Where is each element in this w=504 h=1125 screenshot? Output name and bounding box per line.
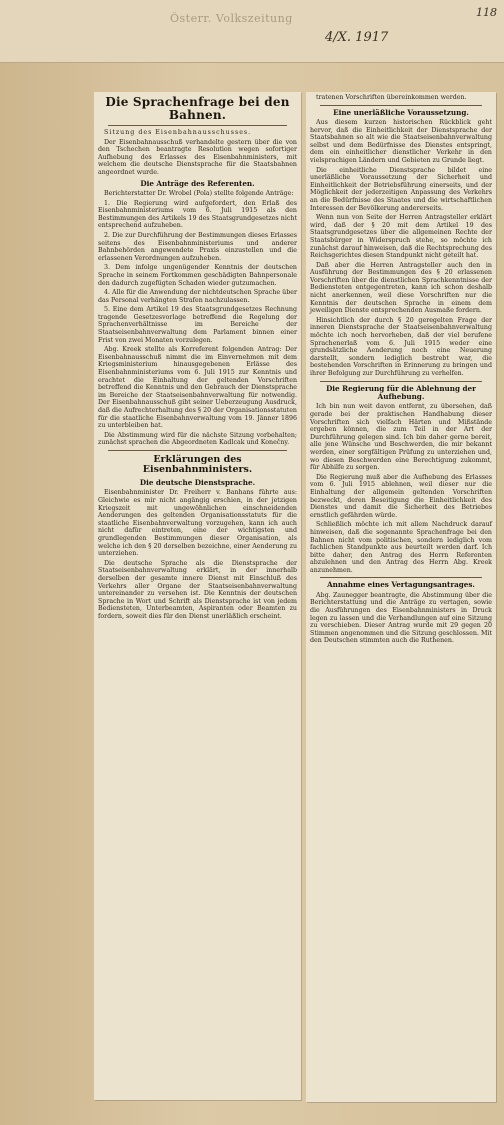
paragraph: Abg. Kreek stellte als Korreferent folgenden Antrag: Der Eisenbahnausschuß nimmt die im Einvernehmen mit dem Kriegsministerium hinausgegebenen Erlässe des Eisenbahnministeriums vom 6. Juli 1915 zur Kenntnis und erachtet die Einhaltung der geltenden Vorschriften betreffend die Kenntnis und den Gebrauch der Dienstsprache im Bereiche der Staatseisenbahnverwaltung für notwendig. Der Eisenbahnausschuß gibt seiner Ueberzeugung Ausdruck, daß die Aufrechterhaltung des § 20 der Organisationsstatuten für die staatliche Eisenbahnverwaltung vom 19. Jänner 1896 zu unterbleiben hat. [98, 346, 297, 430]
paragraph: Schließlich möchte ich mit allem Nachdruck darauf hinweisen, daß die sogenannte Sprachenfrage bei den Bahnen nicht vom politischen, sondern lediglich vom fachlichen Standpunkte aus beurteilt werden darf. Ich bitte daher, den Antrag des Herrn Referenten abzulehnen und den Antrag des Herrn Abg. Kreek anzunehmen. [310, 521, 492, 574]
intro-line: Sitzung des Eisenbahnausschusses. [104, 129, 252, 136]
paragraph: 5. Eine dem Artikel 19 des Staatsgrundgesetzes Rechnung tragende Gesetzesvorlage betreffend die Regelung der Sprachenverhältnisse im Bereiche der Staatseisenbahnverwaltung dem Parlament binnen einer Frist von zwei Monaten vorzulegen. [98, 306, 297, 344]
section-heading-voraussetzung: Eine unerläßliche Voraussetzung. [333, 107, 469, 117]
paragraph: Die Regierung muß aber die Aufhebung des Erlasses vom 6. Juli 1915 ablehnen, weil dieser nur die Einhaltung der allgemein geltenden Vorschriften bezweckt, deren Beseitigung die Einheitlichkeit des Dienstes und damit die Sicherheit des Betriebes ernstlich gefährden würde. [310, 473, 492, 519]
continuation-paragraph: tratenen Vorschriften übereinkommen werden. [316, 94, 467, 101]
paragraph: Die deutsche Sprache als die Dienstsprache der Staatseisenbahnverwaltung erklärt, in der innerhalb derselben der gesamte innere Dienst mit Einschluß des Verkehrs aller Organe der Staatseisenbahnverwaltung untereinander zu versehen ist. Die Kenntnis der deutschen Sprache in Wort und Schrift als Dienstsprache ist von jedem Bediensteten, Unterbeamten, Aspiranten oder Beamten zu fordern, soweit dies für den Dienst unerläßlich erscheint. [98, 559, 297, 620]
paragraph: Die einheitliche Dienstsprache bildet eine unerläßliche Voraussetzung der Sicherheit und Einheitlichkeit der Betriebsführung einerseits, und der Möglichkeit der jederzeitigen Anpassung des Verkehrs an die Bedürfnisse des Staates und die wirtschaftlichen Interessen der Bevölkerung andererseits. [310, 166, 492, 212]
masthead-fragment: Österr. Volkszeitung [170, 12, 293, 25]
paragraph: Die Abstimmung wird für die nächste Sitzung vorbehalten; zunächst sprachen die Abgeordneten Kadlcak und Konečny. [98, 431, 297, 447]
paragraph: Hinsichtlich der durch § 20 geregelten Frage der inneren Dienstsprache der Staatseisenbahnverwaltung möchte ich noch hervorheben, daß der viel berufene Sprachenerlaß vom 6. Juli 1915 weder eine grundsätzliche Aenderung noch eine Neuerung darstellt, sondern lediglich bestrebt war, die bestehenden Vorschriften in Erinnerung zu bringen und ihrer Befolgung zur Durchführung zu verhelfen. [310, 316, 492, 377]
page-number: 118 [476, 6, 497, 19]
paragraph: Berichterstatter Dr. Wrobel (Pola) stellte folgende Anträge: [104, 189, 294, 197]
divider [108, 125, 287, 126]
article-title: Die Sprachenfrage bei den Bahnen. [105, 95, 290, 122]
paragraph: Eisenbahnminister Dr. Freiherr v. Banhans führte aus: Gleichwie es mir nicht angängig erschien, in der jetzigen Kriegszeit mit ungewöhnlichen einschneidenden Aenderungen des geltenden Organisationsstatuts für die staatliche Eisenbahnverwaltung vorzugehen, kann ich auch nicht dafür eintreten, eine der wichtigsten und grundlegenden Bestimmungen dieser Organisation, als welche ich den § 20 derselben bezeichne, einer Aenderung zu unterziehen. [98, 489, 297, 558]
paragraph: Aus diesem kurzen historischen Rückblick geht hervor, daß die Einheitlichkeit der Dienstsprache der Staatsbahnen so alt wie die Staatseisenbahnverwaltung selbst und dem Bedürfnisse des Dienstes entspringt, dem ein einheitlicher dienstlicher Verkehr in den vielsprachigen Ländern und Gebieten zu Grunde liegt. [310, 119, 492, 164]
clipping-left-column [94, 92, 301, 1100]
clipping-right-column [306, 92, 496, 1102]
divider [320, 105, 482, 106]
intro-paragraph: Der Eisenbahnausschuß verhandelte gestern über die von den Tschechen beantragte Resolution wegen sofortiger Aufhebung des Erlasses des Eisenbahnministers, mit welchem die deutsche Dienstsprache für die Staatsbahnen angeordnet wurde. [98, 138, 297, 176]
handwritten-date: 4/X. 1917 [325, 30, 389, 45]
paragraph: Daß aber die Herren Antragsteller auch den in Ausführung der Bestimmungen des § 20 erlassenen Vorschriften über die dienstlichen Sprachkenntnisse der Bediensteten entgegentreten, kann ich schon deshalb nicht anerkennen, weil diese Vorschriften nur die Kenntnis der deutschen Sprache in einem dem jeweiligen Dienste entsprechenden Ausmaße fordern. [310, 261, 492, 315]
section-heading-antraege: Die Anträge des Referenten. [140, 178, 255, 188]
newspaper-header-strip [0, 0, 504, 63]
paragraph: Wenn nun von Seite der Herren Antragsteller erklärt wird, daß der § 20 mit dem Artikel 19 des Staatsgrundgesetzes über die allgemeinen Rechte der Staatsbürger in Widerspruch stehe, so möchte ich zunächst darauf hinweisen, daß die Rechtsprechung des Reichsgerichtes diesen Standpunkt nicht geteilt hat. [310, 214, 492, 260]
paragraph: 2. Die zur Durchführung der Bestimmungen dieses Erlasses seitens des Eisenbahnministeriums und anderer Bahnbehörden angewendete Praxis einzustellen und die erlassenen Verordnungen aufzuheben. [98, 231, 297, 262]
paragraph: 1. Die Regierung wird aufgefordert, den Erlaß des Eisenbahnministeriums vom 6. Juli 1915 als den Bestimmungen des Artikels 19 des Staatsgrundgesetzes nicht entsprechend aufzuheben. [98, 199, 297, 230]
divider [320, 381, 482, 382]
section-heading-ablehnung: Die Regierung für die Ablehnung der Aufhebung. [326, 383, 476, 401]
paragraph: Ich bin nun weit davon entfernt, zu übersehen, daß gerade bei der praktischen Handhabung dieser Vorschriften sich vielfach Härten und Mißstände ergeben können, die zum Teil in der Art der Durchführung gelegen sind. Ich bin daher gerne bereit, alle jene Wünsche und Beschwerden, die mir bekannt werden, einer sorgfältigen Prüfung zu unterziehen und, wo diesen Beschwerden eine Berechtigung zukommt, für Abhilfe zu sorgen. [310, 403, 492, 472]
paragraph: Abg. Zaunegger beantragte, die Abstimmung über die Berichterstattung und die Anträge zu vertagen, sowie die Ausführungen des Eisenbahnministers in Druck legen zu lassen und die Verhandlungen auf eine Sitzung zu verschieben. Dieser Antrag wurde mit 29 gegen 20 Stimmen angenommen und die Sitzung geschlossen. Mit den Deutschen stimmten auch die Ruthenen. [310, 591, 492, 645]
subheading-dienstsprache: Die deutsche Dienstsprache. [139, 477, 256, 487]
section-heading-erklaerungen: Erklärungen des Eisenbahnministers. [142, 453, 253, 476]
paragraph: 3. Dem infolge ungenügender Kenntnis der deutschen Sprache in seinem Fortkommen geschädigten Bahnpersonale den dadurch zugefügten Schaden wieder gutzumachen. [98, 264, 297, 287]
section-heading-vertagung: Annahme eines Vertagungsantrages. [327, 580, 475, 590]
divider [108, 450, 287, 451]
paragraph: 4. Alle für die Anwendung der nichtdeutschen Sprache über das Personal verhängten Strafen nachzulassen. [98, 289, 297, 304]
divider [320, 577, 482, 578]
